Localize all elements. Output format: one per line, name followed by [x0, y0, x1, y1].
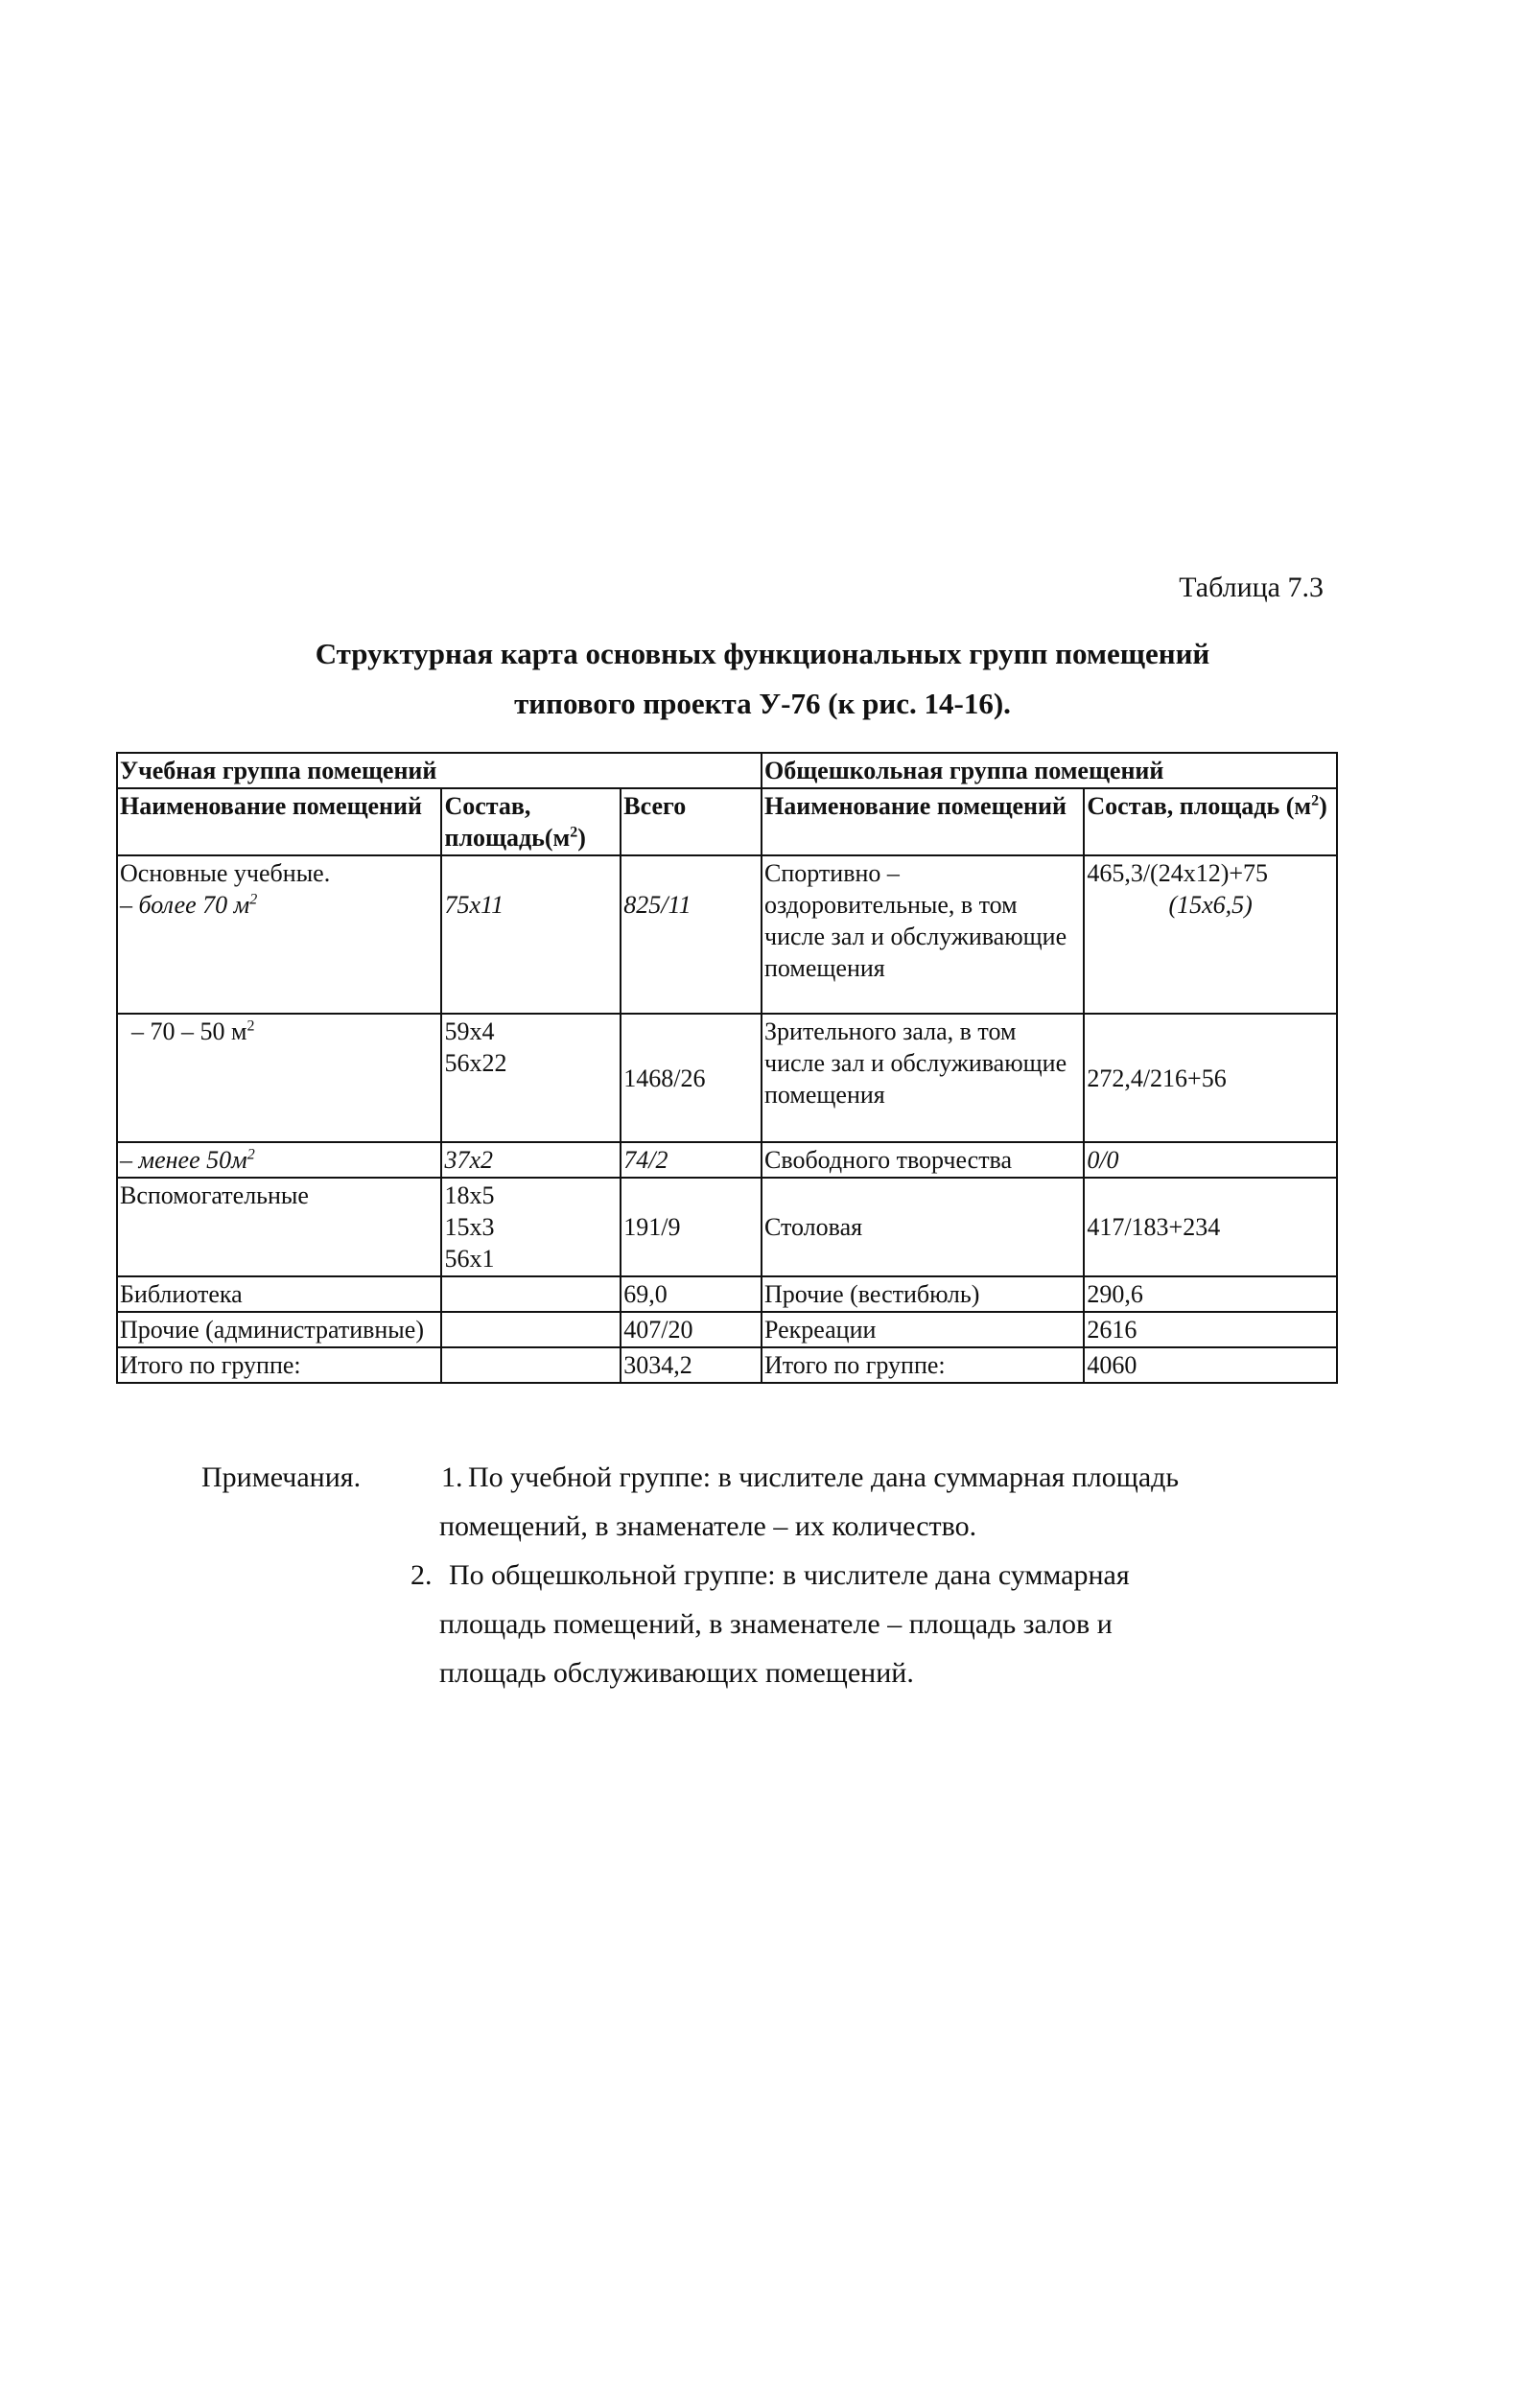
header-composition: Состав, $площадь(м^2)$	[441, 788, 621, 855]
table-number: Таблица 7.3	[1179, 572, 1324, 603]
table-row	[117, 1347, 1337, 1383]
notes-lead: Примечания.	[201, 1461, 362, 1493]
cell-composition-2: 4060	[1084, 1347, 1337, 1383]
cell-name: – менее $50м^2$	[117, 1142, 441, 1178]
cell-composition	[441, 1312, 621, 1347]
table-row	[117, 855, 1337, 1014]
cell-total: 1468/26	[621, 1014, 762, 1142]
cell-name-2: Спортивно – оздоровительные, в том числе зал и обслуживающие помещения	[762, 855, 1084, 1014]
table-title	[163, 629, 1362, 729]
header-total: Всего	[621, 788, 762, 855]
table-row	[117, 1142, 1337, 1178]
note-1-line-2: помещений, в знаменателе – их количество.	[439, 1510, 977, 1542]
cell-composition: 18x5 15x3 56x1	[441, 1178, 621, 1276]
cell-composition-2: 272,4/216+56	[1084, 1014, 1337, 1142]
cell-name: Вспомогательные	[117, 1178, 441, 1276]
cell-name: Прочие (административные)	[117, 1312, 441, 1347]
group-educational: Учебная группа помещений	[117, 753, 762, 788]
title-line-2: типового проекта У-76 (к рис. 14-16).	[514, 687, 1011, 720]
structure-table	[116, 752, 1338, 1384]
cell-composition: 37x2	[441, 1142, 621, 1178]
cell-name-2: Зрительного зала, в том числе зал и обслуживающие помещения	[762, 1014, 1084, 1142]
title-line-1: Структурная карта основных функциональных групп помещений	[315, 637, 1210, 670]
note-2-line-3: площадь обслуживающих помещений.	[439, 1657, 914, 1689]
note-text: По учебной группе: в числителе дана суммарная площадь	[468, 1461, 1180, 1493]
cell-name-2: Итого по группе:	[762, 1347, 1084, 1383]
header-name: Наименование помещений	[117, 788, 441, 855]
note-2	[201, 1551, 1333, 1600]
cell-name: – 70 – 50 $м^2$	[117, 1014, 441, 1142]
cell-name-2: Столовая	[762, 1178, 1084, 1276]
cell-composition-2: 465,3/(24x12)+75 (15x6,5)	[1084, 855, 1337, 1014]
cell-composition: 75x11	[441, 855, 621, 1014]
cell-total: 74/2	[621, 1142, 762, 1178]
cell-composition-2: 2616	[1084, 1312, 1337, 1347]
cell-name: Итого по группе:	[117, 1347, 441, 1383]
note-1	[201, 1453, 1333, 1502]
cell-total: 69,0	[621, 1276, 762, 1312]
cell-total: 191/9	[621, 1178, 762, 1276]
table-row	[117, 1312, 1337, 1347]
cell-name-2: Свободного творчества	[762, 1142, 1084, 1178]
cell-total: 407/20	[621, 1312, 762, 1347]
table-row	[117, 1014, 1337, 1142]
header-composition-2: Состав, площадь $(м^2)$	[1084, 788, 1337, 855]
cell-name: Основные учебные. – более 70 $м^2$	[117, 855, 441, 1014]
cell-composition: 59x4 56x22	[441, 1014, 621, 1142]
note-text: По общешкольной группе: в числителе дана суммарная	[449, 1559, 1130, 1591]
cell-name: Библиотека	[117, 1276, 441, 1312]
group-general: Общешкольная группа помещений	[762, 753, 1337, 788]
table-row	[117, 1276, 1337, 1312]
note-number: 1.	[441, 1461, 463, 1493]
cell-name-2: Прочие (вестибюль)	[762, 1276, 1084, 1312]
column-header-row	[117, 788, 1337, 855]
cell-composition	[441, 1347, 621, 1383]
cell-composition-2: 417/183+234	[1084, 1178, 1337, 1276]
note-number: 2.	[410, 1559, 433, 1591]
cell-total: 825/11	[621, 855, 762, 1014]
cell-composition	[441, 1276, 621, 1312]
note-2-line-2: площадь помещений, в знаменателе – площадь залов и	[439, 1608, 1113, 1640]
table-row	[117, 1178, 1337, 1276]
notes	[201, 1453, 1333, 1697]
group-header-row	[117, 753, 1337, 788]
cell-total: 3034,2	[621, 1347, 762, 1383]
header-name-2: Наименование помещений	[762, 788, 1084, 855]
cell-composition-2: 0/0	[1084, 1142, 1337, 1178]
cell-name-2: Рекреации	[762, 1312, 1084, 1347]
cell-composition-2: 290,6	[1084, 1276, 1337, 1312]
